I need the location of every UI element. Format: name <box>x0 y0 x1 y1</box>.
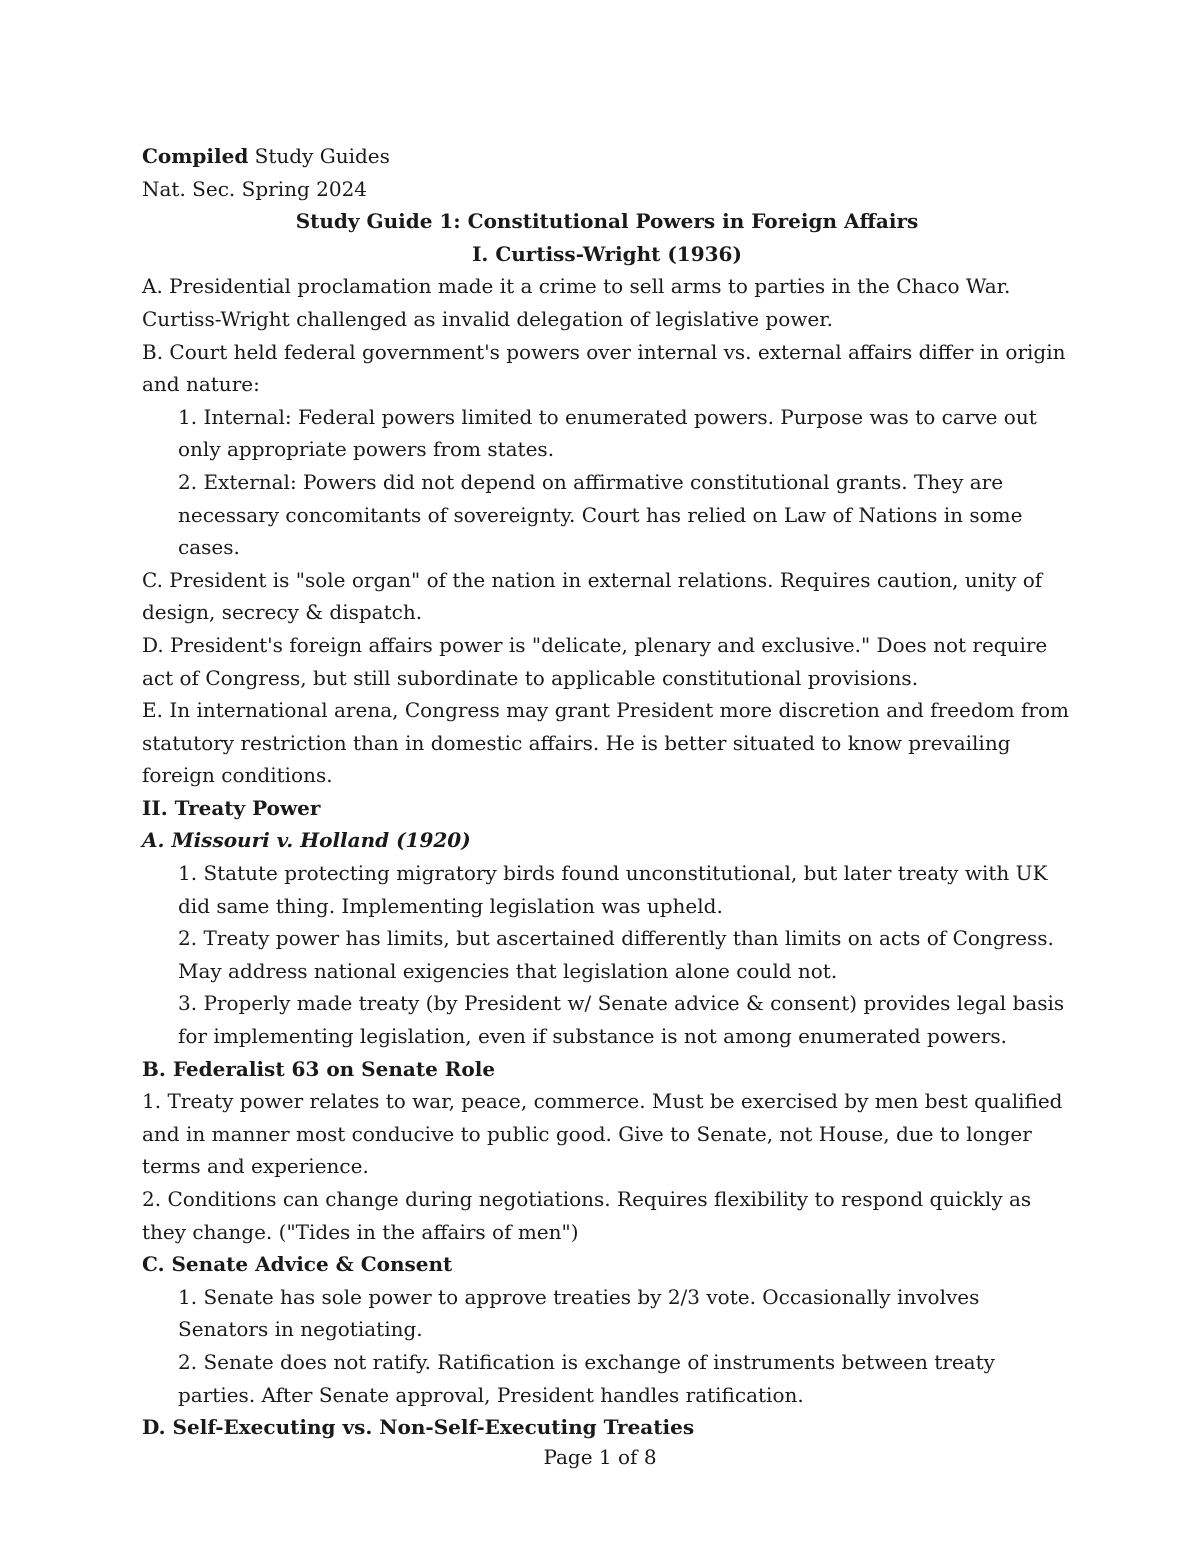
paragraph-2b-2: 2. Conditions can change during negotiations. Requires flexibility to respond quickly as they change. ("Tides in the affairs of men") <box>142 1187 1032 1244</box>
title-rest: Study Guides <box>248 144 390 168</box>
section-heading-curtiss-wright: I. Curtiss-Wright (1936) <box>472 241 742 266</box>
page-number-footer: Page 1 of 8 <box>543 1445 657 1469</box>
study-guide-title: Study Guide 1: Constitutional Powers in Foreign Affairs <box>295 209 919 234</box>
document-title <box>142 140 1072 173</box>
section-heading-treaty-power: II. Treaty Power <box>142 795 321 820</box>
paragraph-2c-1: 1. Senate has sole power to approve treaties by 2/3 vote. Occasionally involves Senators in negotiating. <box>178 1284 980 1342</box>
subheading-federalist-63: B. Federalist 63 on Senate Role <box>142 1056 496 1081</box>
subheading-missouri-v-holland: A. Missouri v. Holland (1920) <box>142 828 471 853</box>
subheading-self-executing-treaties: D. Self-Executing vs. Non-Self-Executing Treaties <box>142 1415 695 1440</box>
paragraph-2a-1: 1. Statute protecting migratory birds found unconstitutional, but later treaty with UK did same thing. Implementing legislation was upheld. <box>178 861 1048 918</box>
paragraph-1b-1: 1. Internal: Federal powers limited to enumerated powers. Purpose was to carve out only appropriate powers from states. <box>178 404 1037 462</box>
paragraph-1d: D. President's foreign affairs power is "delicate, plenary and exclusive." Does not require act of Congress, but still subordinate to applicable constitutional provisions. <box>142 632 1048 690</box>
subheading-senate-advice-consent: C. Senate Advice & Consent <box>142 1252 453 1277</box>
paragraph-1b-2: 2. External: Powers did not depend on affirmative constitutional grants. They are necessary concomitants of sovereignty. Court has relied on Law of Nations in some cases. <box>178 469 1023 560</box>
paragraph-2c-2: 2. Senate does not ratify. Ratification is exchange of instruments between treaty parties. After Senate approval, President handles ratification. <box>178 1349 995 1407</box>
paragraph-2b-1: 1. Treaty power relates to war, peace, commerce. Must be exercised by men best qualified and in manner most conducive to public good. Give to Senate, not House, due to longer terms and experience. <box>142 1089 1063 1179</box>
paragraph-1b: B. Court held federal government's powers over internal vs. external affairs differ in origin and nature: <box>142 339 1066 397</box>
title-bold-word: Compiled <box>142 144 249 168</box>
document-body <box>142 140 1072 1444</box>
course-label: Nat. Sec. Spring 2024 <box>142 176 368 201</box>
paragraph-2a-2: 2. Treaty power has limits, but ascertained differently than limits on acts of Congress. May address national exigencies that legislation alone could not. <box>178 926 1054 983</box>
paragraph-1e: E. In international arena, Congress may grant President more discretion and freedom from statutory restriction than in domestic affairs. He is better situated to know prevailing foreign conditions. <box>142 698 1069 788</box>
paragraph-1c: C. President is "sole organ" of the nation in external relations. Requires caution, unity of design, secrecy & dispatch. <box>142 567 1043 625</box>
paragraph-2a-3: 3. Properly made treaty (by President w/ Senate advice & consent) provides legal basis for implementing legislation, even if substance is not among enumerated powers. <box>178 991 1065 1049</box>
paragraph-1a: A. Presidential proclamation made it a crime to sell arms to parties in the Chaco War. Curtiss-Wright challenged as invalid delegation of legislative power. <box>142 274 1011 331</box>
